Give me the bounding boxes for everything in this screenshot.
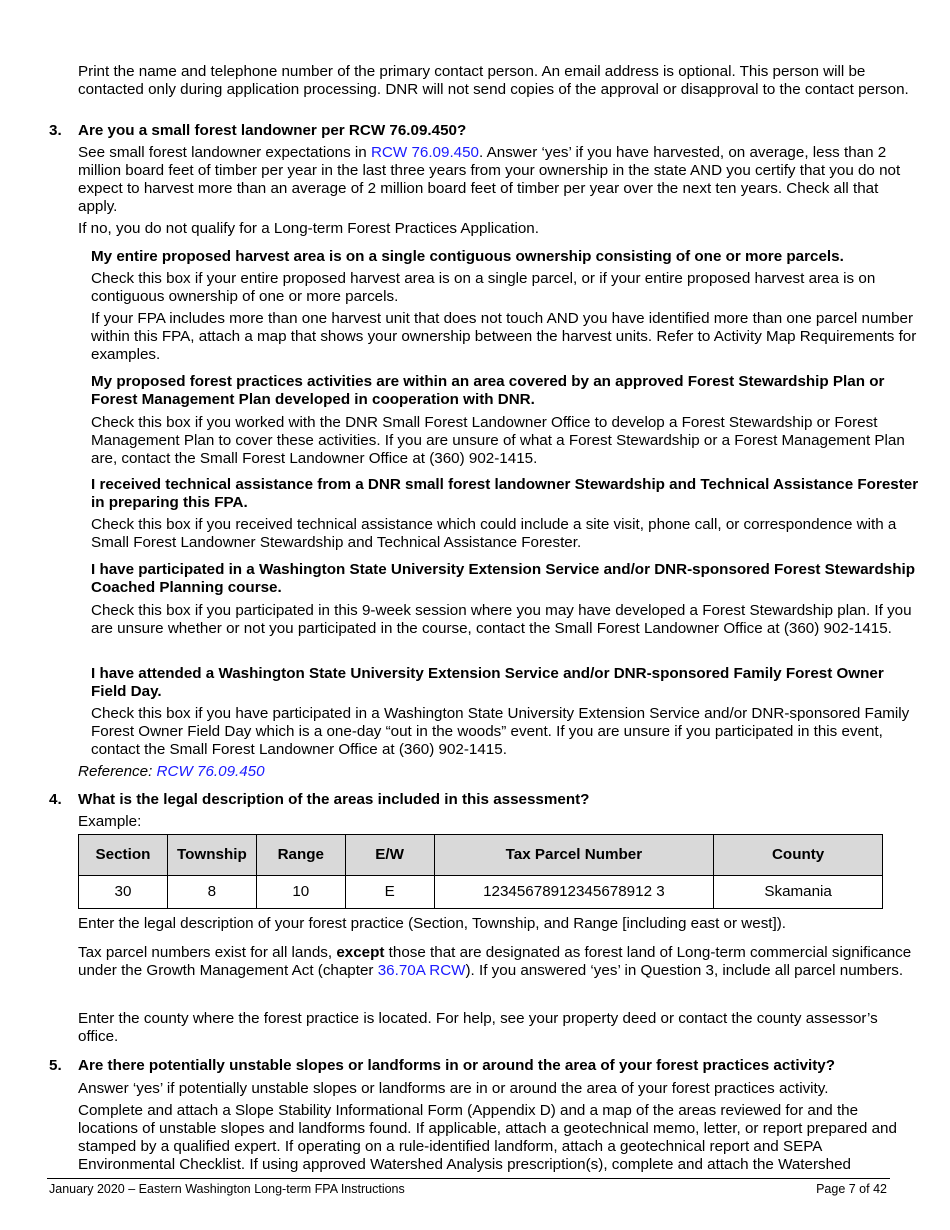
table-row <box>79 876 883 909</box>
question-3-heading: Are you a small forest landowner per RCW 76.09.450? <box>78 122 467 139</box>
tax-parcel-instructions: Tax parcel numbers exist for all lands, except those that are designated as forest land of Long-term commercial significance under the Growth Management Act (chapter 36.70A RCW). If you answered ‘yes’ in Question 3, include all parcel numbers. <box>78 944 912 979</box>
table-cell: 30 <box>79 876 168 909</box>
option-heading: I have participated in a Washington State University Extension Service and/or DNR-sponsored Forest Stewardship Coached Planning course. <box>91 561 915 596</box>
column-header: Section <box>79 835 168 876</box>
table-cell: 10 <box>256 876 345 909</box>
example-label: Example: <box>78 813 142 830</box>
contact-instructions: Print the name and telephone number of the primary contact person. An email address is optional. This person will be contacted only during application processing. DNR will not send copies of the approval or disapproval to the contact person. <box>78 63 909 98</box>
footer-divider <box>47 1178 890 1179</box>
table-cell: 8 <box>167 876 256 909</box>
table-cell: Skamania <box>714 876 883 909</box>
reference-link[interactable]: RCW 76.09.450 <box>156 763 265 780</box>
question-5-explanation: Answer ‘yes’ if potentially unstable slopes or landforms are in or around the area of your forest practices activity. <box>78 1080 829 1097</box>
gma-link[interactable]: 36.70A RCW <box>377 962 466 979</box>
column-header: Range <box>256 835 345 876</box>
question-4-heading: What is the legal description of the areas included in this assessment? <box>78 791 590 808</box>
option-heading: My entire proposed harvest area is on a single contiguous ownership consisting of one or more parcels. <box>91 248 844 265</box>
option-body: Check this box if your entire proposed harvest area is on a single parcel, or if your entire proposed harvest area is on contiguous ownership of one or more parcels. <box>91 270 876 305</box>
option-body: Check this box if you received technical assistance which could include a site visit, phone call, or correspondence with a Small Forest Landowner Stewardship and Technical Assistance Forester. <box>91 516 897 551</box>
question-number: 3. <box>49 122 62 139</box>
column-header: Township <box>167 835 256 876</box>
table-header-row <box>79 835 883 876</box>
column-header: Tax Parcel Number <box>434 835 714 876</box>
column-header: E/W <box>345 835 434 876</box>
example-table <box>78 834 883 909</box>
option-body: Check this box if you worked with the DNR Small Forest Landowner Office to develop a Forest Stewardship or Forest Management Plan to cover these activities. If you are unsure of what a Forest Stewardship or a Forest Management Plan are, contact the Small Forest Landowner Office at (360) 902-1415. <box>91 414 905 467</box>
option-body: Check this box if you participated in this 9-week session where you may have developed a Forest Stewardship plan. If you are unsure whether or not you participated in the course, contact the Small Forest Landowner Office at (360) 902-1415. <box>91 602 912 637</box>
legal-description-instructions: Enter the legal description of your forest practice (Section, Township, and Range [including east or west]). <box>78 915 787 932</box>
option-body: Check this box if you have participated in a Washington State University Extension Service and/or DNR-sponsored Family Forest Owner Field Day which is a one-day “out in the woods” event. If you are unsure if you participated in this event, contact the Small Forest Landowner Office at (360) 902-1415. <box>91 705 910 758</box>
option-body-extra: If your FPA includes more than one harvest unit that does not touch AND you have identified more than one parcel number within this FPA, attach a map that shows your ownership between the harvest units. Refer to Activity Map Requirements for examples. <box>91 310 917 363</box>
question-5-attachments: Complete and attach a Slope Stability Informational Form (Appendix D) and a map of the areas reviewed for and the locations of unstable slopes and landforms found. If applicable, attach a geotechnical memo, letter, or report prepared and stamped by a qualified expert. If operating on a rule-identified landform, attach a geotechnical report and SEPA Environmental Checklist. If using approved Watershed Analysis prescription(s), complete and attach the Watershed <box>78 1102 897 1173</box>
option-heading: My proposed forest practices activities are within an area covered by an approved Forest Stewardship Plan or Forest Management Plan developed in cooperation with DNR. <box>91 373 885 408</box>
column-header: County <box>714 835 883 876</box>
county-instructions: Enter the county where the forest practice is located. For help, see your property deed or contact the county assessor’s office. <box>78 1010 878 1045</box>
question-number: 4. <box>49 791 62 808</box>
option-heading: I received technical assistance from a DNR small forest landowner Stewardship and Technical Assistance Forester in preparing this FPA. <box>91 476 919 511</box>
rcw-link[interactable]: RCW 76.09.450 <box>370 144 480 161</box>
table-cell: 12345678912345678912 3 <box>434 876 714 909</box>
question-3-explanation: See small forest landowner expectations in RCW 76.09.450. Answer ‘yes’ if you have harvested, on average, less than 2 million board feet of timber per year in the last three years from your ownership in the state AND you certify that you do not expect to harvest more than an average of 2 million board feet of timber per year over the next ten years. Check all that apply. <box>78 144 901 215</box>
footer-title: January 2020 – Eastern Washington Long-term FPA Instructions <box>49 1182 405 1196</box>
table-cell: E <box>345 876 434 909</box>
page-number: Page 7 of 42 <box>816 1182 887 1196</box>
option-heading: I have attended a Washington State University Extension Service and/or DNR-sponsored Family Forest Owner Field Day. <box>91 665 884 700</box>
reference-line: Reference: RCW 76.09.450 <box>78 763 265 780</box>
question-3-disqualify-note: If no, you do not qualify for a Long-term Forest Practices Application. <box>78 220 539 237</box>
question-5-heading: Are there potentially unstable slopes or landforms in or around the area of your forest practices activity? <box>78 1057 836 1074</box>
question-number: 5. <box>49 1057 62 1074</box>
